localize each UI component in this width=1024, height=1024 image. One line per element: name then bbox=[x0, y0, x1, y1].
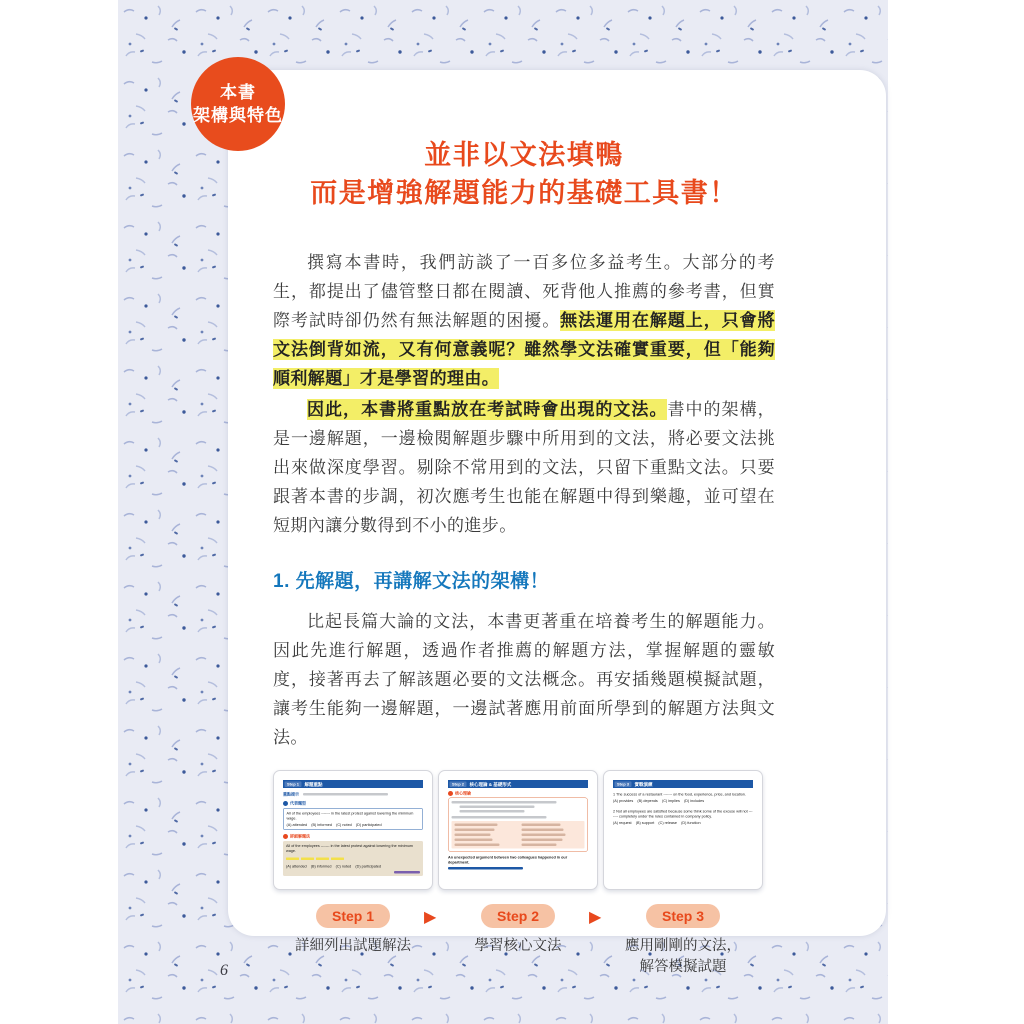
badge-line-2: 架構與特色 bbox=[193, 106, 283, 125]
text-line-placeholder bbox=[452, 816, 547, 819]
thumb3-header-title: 實戰演練 bbox=[634, 781, 653, 787]
thumb1-solution-options: (A) attended (B) informed (C) noted (D) participated bbox=[286, 864, 382, 869]
thumbnail-step3 bbox=[603, 770, 763, 890]
intro-paragraphs bbox=[273, 248, 775, 540]
answer-line-placeholder bbox=[448, 867, 523, 870]
arrow-right-icon: ▶ bbox=[424, 909, 437, 926]
highlight-chip bbox=[301, 858, 314, 861]
step-3 bbox=[603, 904, 763, 978]
text-line-placeholder bbox=[455, 839, 493, 842]
thumb3-question-2: 2 Not all employees are satisfied because some think some of the excuse will not ------- completely under the rules contained in company policy. bbox=[613, 809, 753, 819]
step-3-caption-line1: 應用剛剛的文法， bbox=[625, 938, 741, 954]
highlight-chip bbox=[286, 858, 299, 861]
thumb2-header-bar bbox=[448, 780, 588, 788]
text-line-placeholder bbox=[455, 824, 498, 827]
thumb1-question-box bbox=[283, 808, 423, 830]
thumb1-options: (A) attended (B) informed (C) noted (D) participated bbox=[286, 822, 382, 827]
thumb3-step-chip: Step 3 bbox=[615, 781, 632, 787]
step-3-caption-line2: 解答模擬試題 bbox=[639, 959, 727, 975]
text-line-placeholder bbox=[522, 834, 566, 837]
highlight-chip bbox=[316, 858, 329, 861]
page-title bbox=[273, 136, 775, 212]
steps-row bbox=[273, 904, 775, 978]
thumb1-solve-label: 詳細解題法 bbox=[290, 834, 310, 839]
text-line-placeholder bbox=[522, 824, 561, 827]
highlight-chip bbox=[331, 858, 344, 861]
paragraph-1-text: 撰寫本書時，我們訪談了一百多位多益考生。大部分的考生，都提出了儘管整日都在閱讀、死背他人推薦的參考書，但實際考試時卻仍然有無法解題的困擾。 bbox=[273, 253, 775, 330]
page-number: 6 bbox=[220, 962, 228, 979]
paragraph-1-highlight: 無法運用在解題上，只會將文法倒背如流，又有何意義呢？雖然學文法確實重要，但「能夠順利解題」才是學習的理由。 bbox=[273, 311, 775, 388]
text-line-placeholder bbox=[455, 844, 500, 847]
thumb1-question: All of the employees ------- in the latest protest against lowering the minimum wage. bbox=[286, 811, 414, 821]
thumb1-solution-question: All of the employees ------- in the latest protest against lowering the minimum wage. bbox=[286, 843, 413, 853]
title-line-2: 而是增強解題能力的基礎工具書！ bbox=[310, 178, 738, 208]
text-line-placeholder bbox=[522, 839, 563, 842]
thumb2-collocation-list bbox=[452, 821, 585, 849]
thumbnail-step2 bbox=[438, 770, 598, 890]
thumb1-solution-box bbox=[283, 841, 423, 876]
thumb3-question-1: 1 The success of a restaurant ------- on the food, experience, price, and location. bbox=[613, 792, 746, 797]
thumb3-header-bar bbox=[613, 780, 753, 788]
numbered-circle-icon bbox=[283, 801, 288, 806]
step-thumbnails bbox=[273, 770, 775, 890]
thumb3-question-2-options: (A) request (B) support (C) release (D) function bbox=[613, 820, 701, 825]
thumb2-example-sentence: An unexpected argument between two colleagues happened in our department. bbox=[448, 855, 568, 865]
step-1-pill: Step 1 bbox=[316, 904, 390, 928]
paragraph-2-highlight: 因此，本書將重點放在考試時會出現的文法。 bbox=[307, 400, 668, 419]
thumb1-type-label: 代表題型 bbox=[290, 801, 306, 806]
numbered-circle-icon bbox=[448, 791, 453, 796]
step-2-caption: 學習核心文法 bbox=[474, 938, 562, 954]
badge-line-1: 本書 bbox=[220, 83, 256, 102]
paragraph-1 bbox=[273, 248, 775, 393]
paragraph-2 bbox=[273, 395, 775, 540]
corner-badge bbox=[191, 57, 285, 151]
page-sheet bbox=[228, 70, 886, 975]
step-3-pill: Step 3 bbox=[646, 904, 720, 928]
thumb2-core-label: 核心理論 bbox=[455, 791, 471, 796]
thumb1-header-title: 解題重點 bbox=[304, 781, 323, 787]
thumb1-step-chip: Step 1 bbox=[285, 781, 302, 787]
arrow-right-icon: ▶ bbox=[589, 909, 602, 926]
step-1-caption: 詳細列出試題解法 bbox=[295, 938, 411, 954]
step-1 bbox=[273, 904, 433, 957]
text-line-placeholder bbox=[303, 793, 388, 796]
section-1-heading: 1. 先解題，再講解文法的架構！ bbox=[273, 571, 550, 592]
step-2-pill: Step 2 bbox=[481, 904, 555, 928]
text-line-placeholder bbox=[522, 829, 564, 832]
thumb3-question-1-options: (A) provides (B) depends (C) implies (D) includes bbox=[613, 798, 705, 803]
text-line-placeholder bbox=[452, 801, 557, 804]
thumb2-theory-box bbox=[448, 798, 588, 853]
thumb1-hint-label: 重點提示 bbox=[283, 792, 299, 797]
numbered-circle-icon bbox=[283, 834, 288, 839]
thumb1-header-bar bbox=[283, 780, 423, 788]
page-content bbox=[273, 70, 775, 978]
paragraph-2-text: 書中的架構，是一邊解題，一邊檢閱解題步驟中所用到的文法，將必要文法挑出來做深度學習。剔除不常用到的文法，只留下重點文法。只要跟著本書的步調，初次應考生也能在解題中得到樂趣，並可望在短期內讓分數得到不小的進步。 bbox=[273, 400, 776, 535]
text-line-placeholder bbox=[460, 810, 525, 813]
thumbnail-step1 bbox=[273, 770, 433, 890]
text-line-placeholder bbox=[455, 829, 495, 832]
paragraph-3: 比起長篇大論的文法，本書更著重在培養考生的解題能力。因此先進行解題，透過作者推薦的解題方法，掌握解題的靈敏度，接著再去了解該題必要的文法概念。再安插幾題模擬試題，讓考生能夠一邊解題，一邊試著應用前面所學到的解題方法與文法。 bbox=[273, 612, 775, 747]
answer-line-placeholder bbox=[394, 871, 420, 874]
step-2 bbox=[438, 904, 598, 957]
text-line-placeholder bbox=[460, 806, 535, 809]
title-line-1: 並非以文法填鴨 bbox=[424, 140, 624, 170]
thumb2-step-chip: Step 2 bbox=[450, 781, 467, 787]
text-line-placeholder bbox=[455, 834, 491, 837]
thumb2-header-title: 核心理論 & 基礎形式 bbox=[469, 781, 512, 787]
text-line-placeholder bbox=[522, 844, 557, 847]
